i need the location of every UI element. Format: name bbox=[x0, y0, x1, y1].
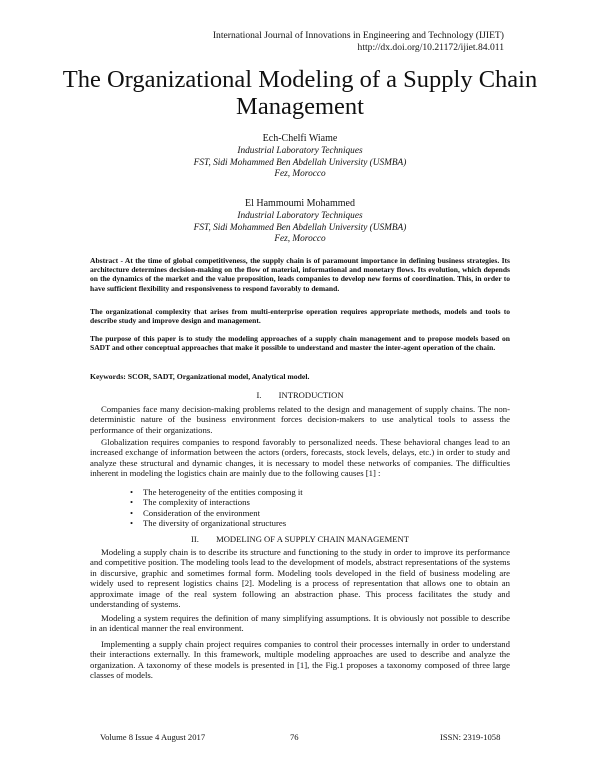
list-item-text: The diversity of organizational structures bbox=[143, 518, 287, 529]
list-item bbox=[130, 487, 510, 497]
author-university: FST, Sidi Mohammed Ben Abdellah University (USMBA) bbox=[193, 222, 407, 233]
footer-page-number: 76 bbox=[290, 732, 299, 742]
author-lab: Industrial Laboratory Techniques bbox=[237, 145, 363, 156]
abstract-paragraph-3: The purpose of this paper is to study the modeling approaches of a supply chain management and to propose models based on SADT and other conceptual approaches that make it possible to understand and master the inter-agent operation of the chain. bbox=[90, 334, 510, 353]
author-city: Fez, Morocco bbox=[274, 169, 326, 180]
journal-name: International Journal of Innovations in Engineering and Technology (IJIET) bbox=[212, 30, 504, 41]
bullet-icon: • bbox=[130, 507, 134, 518]
author-city: Fez, Morocco bbox=[274, 234, 326, 245]
modeling-paragraph-2: Modeling a system requires the definition of many simplifying assumptions. It is obviously not possible to describe in an identical manner the real environment. bbox=[90, 613, 510, 634]
author-block-2 bbox=[60, 198, 540, 246]
footer-issn: ISSN: 2319-1058 bbox=[440, 732, 501, 742]
section-heading-introduction: I. INTRODUCTION bbox=[256, 390, 344, 400]
footer-volume: Volume 8 Issue 4 August 2017 bbox=[100, 732, 206, 742]
list-item bbox=[130, 508, 510, 518]
list-item bbox=[130, 518, 510, 528]
intro-paragraph-1: Companies face many decision-making problems related to the design and management of supply chains. The non-deterministic nature of the business environment forces decision-makers to use analytical tools to assess the performance of their organizations. bbox=[90, 404, 510, 435]
intro-paragraph-2: Globalization requires companies to respond favorably to personalized needs. These behavioral changes lead to an increased exchange of information between the actors (orders, forecasts, stock levels, delays, etc.) in order to study and analyze these structural and dynamic changes, it is necessary to model these networks of companies. The difficulties inherent in modeling the logistics chain are mainly due to the following causes [1] : bbox=[90, 437, 510, 479]
author-name: Ech-Chelfi Wiame bbox=[262, 133, 338, 144]
author-name: El Hammoumi Mohammed bbox=[245, 198, 355, 209]
paper-title: The Organizational Modeling of a Supply Chain Management bbox=[62, 66, 538, 120]
modeling-paragraph-3: Implementing a supply chain project requires companies to control their processes internally in order to understand their interactions externally. In this framework, multiple modeling approaches are used to describe and analyze the organization. A taxonomy of these models is presented in [1], the Fig.1 proposes a taxonomy composed of three large classes of models. bbox=[90, 639, 510, 681]
list-item-text: The complexity of interactions bbox=[143, 497, 250, 508]
bullet-icon: • bbox=[130, 487, 134, 497]
keywords: Keywords: SCOR, SADT, Organizational model, Analytical model. bbox=[90, 372, 310, 381]
list-item-text: The heterogeneity of the entities composing it bbox=[143, 487, 303, 497]
abstract-paragraph-2: The organizational complexity that arises from multi-enterprise operation requires appropriate methods, models and tools to describe study and improve design and management. bbox=[90, 307, 510, 326]
bullet-icon: • bbox=[130, 518, 134, 529]
list-item bbox=[130, 497, 510, 507]
doi-link[interactable]: http://dx.doi.org/10.21172/ijiet.84.011 bbox=[357, 42, 504, 53]
section-heading-modeling: II. MODELING OF A SUPPLY CHAIN MANAGEMENT bbox=[191, 534, 409, 544]
modeling-paragraph-1: Modeling a supply chain is to describe its structure and functioning to the study in order to improve its performance and competitive position. The modeling tools lead to the development of models, abstract representations of the systems in discursive, graphic and sometimes formal form. Modeling tools developed in the field of business modeling are widely used to represent logistics chains [2]. Modeling is a process of representation that allows one to obtain an approximate image of the real system following an abstraction phase. This process facilitates the study and understanding of systems. bbox=[90, 547, 510, 610]
author-lab: Industrial Laboratory Techniques bbox=[237, 210, 363, 221]
author-university: FST, Sidi Mohammed Ben Abdellah University (USMBA) bbox=[193, 157, 407, 168]
abstract-paragraph-1: Abstract - At the time of global competitiveness, the supply chain is of paramount importance in defining business strategies. Its architecture determines decision-making on the flow of material, informational and monetary flows. Its evolution, which depends on the dynamics of the market and the value proposition, leads companies to develop new forms of coordination. This, in order to have sufficient flexibility and responsiveness to respond favorably to demand. bbox=[90, 256, 510, 293]
list-item-text: Consideration of the environment bbox=[143, 507, 261, 518]
bullet-icon: • bbox=[130, 497, 134, 508]
causes-list bbox=[130, 487, 510, 529]
author-block-1 bbox=[60, 133, 540, 181]
